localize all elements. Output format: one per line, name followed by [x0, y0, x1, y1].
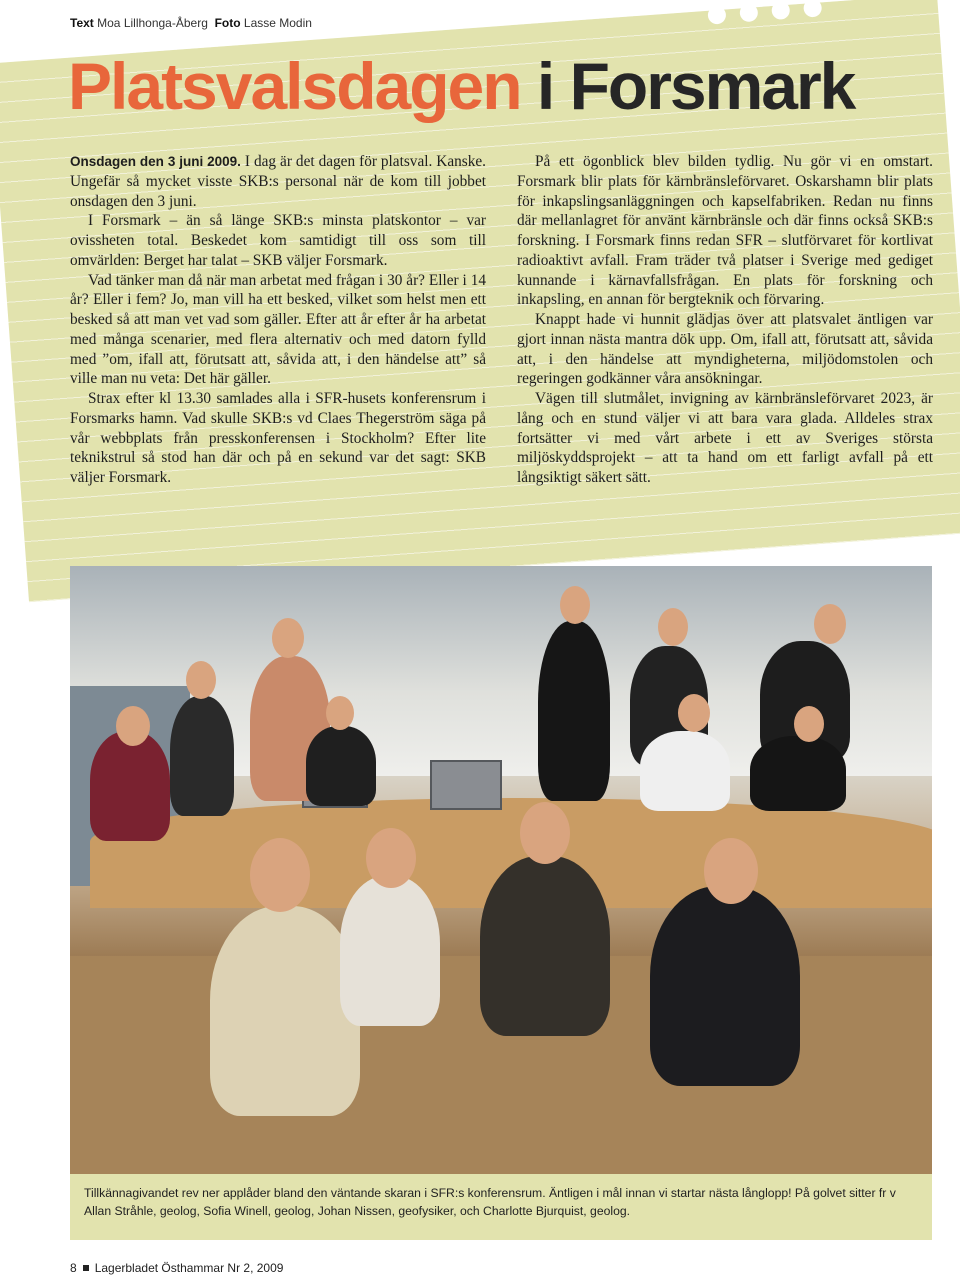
punch-hole: [739, 3, 758, 22]
punch-hole: [803, 0, 822, 18]
square-bullet-icon: [83, 1265, 89, 1271]
byline-text-label: Text: [70, 16, 94, 30]
article-title: [68, 46, 854, 126]
byline-photo-author: Lasse Modin: [243, 16, 312, 30]
page-footer: [70, 1261, 283, 1275]
article-lead: Onsdagen den 3 juni 2009.: [70, 154, 241, 169]
laptop: [430, 760, 502, 810]
article-column-left: [70, 152, 486, 488]
article-column-right: [517, 152, 933, 488]
article-title-part1: Platsvalsdagen: [68, 49, 521, 123]
article-paragraph: Vägen till slutmålet, invigning av kärnbränsleförvaret 2023, är lång och en stund väljer vi att bara vara glada. Alldeles strax fortsätter vi med vårt arbete i ett av Sveriges största miljöskyddsprojekt – att ta hand om ett farligt avfall på ett långsiktigt säkert sätt.: [517, 390, 933, 486]
article-paragraph: I Forsmark – än så länge SKB:s minsta platskontor – var ovissheten total. Beskedet kom samtidigt till oss som till omvärlden: Berget har talat – SKB väljer Forsmark.: [70, 212, 486, 269]
article-paragraph: Knappt hade vi hunnit glädjas över att platsvalet äntligen var gjort innan nästa mantra dök upp. Om, ifall att, förutsatt att, såvida att, i den händelse att myndigheterna, miljödomstolen och regeringen godkänner våra ansökningar.: [517, 311, 933, 388]
article-paragraph: Vad tänker man då när man arbetat med frågan i 30 år? Eller i 14 år? Eller i fem? Jo, man vill ha ett besked, vilket som helst men ett besked så att man vet vad som gäller. Efter att år efter år ha arbetat med många scenarier, med flera alternativ och med datorn fylld med ”om, ifall att, förutsatt att, såvida att, i den händelse att” så ville man nu veta: Det här gäller.: [70, 271, 486, 388]
byline: [70, 16, 312, 30]
article-paragraph: Strax efter kl 13.30 samlades alla i SFR-husets konferensrum i Forsmarks hamn. Vad skulle SKB:s vd Claes Thegerström säga på vår webbplats från presskonferensen i Stockholm? Efter lite teknikstrul så stod han där och på en sekund var det sagt: SKB väljer Forsmark.: [70, 390, 486, 486]
conference-room-photo: [70, 566, 932, 1174]
article-paragraph: Onsdagen den 3 juni 2009. I dag är det dagen för platsval. Kanske. Ungefär så mycket visste SKB:s personal när de kom till jobbet onsdagen den 3 juni.: [70, 153, 486, 210]
byline-text-author: Moa Lillhonga-Åberg: [97, 16, 208, 30]
article-title-part2: i Forsmark: [536, 49, 855, 123]
punch-hole: [707, 5, 726, 24]
photo-caption: Tillkännagivandet rev ner applåder bland den väntande skaran i SFR:s konferensrum. Äntligen i mål innan vi startar nästa långlopp! På golvet sitter fr v Allan Stråhle, geolog, Sofia Winell, geolog, Johan Nissen, geofysiker, och Charlotte Bjurquist, geolog.: [70, 1174, 932, 1240]
punch-hole: [771, 1, 790, 20]
article-paragraph: På ett ögonblick blev bilden tydlig. Nu gör vi en omstart. Forsmark blir plats för kärnbränsleförvaret. Oskarshamn blir plats för inkapslingsanläggningen och kapselfabriken. Redan nu finns där mellanlagret för använt kärnbränsle och där finns också SKB:s forskning. I Forsmark finns redan SFR – slutförvaret för kortlivat radioaktivt avfall. Fram träder två platser i Sverige med gediget kunnande i kärnavfallsfrågan. En plats för forskning och inkapsling, en annan för bergteknik och förvaring.: [517, 153, 933, 309]
publication-name: Lagerbladet Östhammar Nr 2, 2009: [94, 1261, 284, 1275]
byline-photo-label: Foto: [214, 16, 241, 30]
page-number: 8: [70, 1261, 77, 1275]
